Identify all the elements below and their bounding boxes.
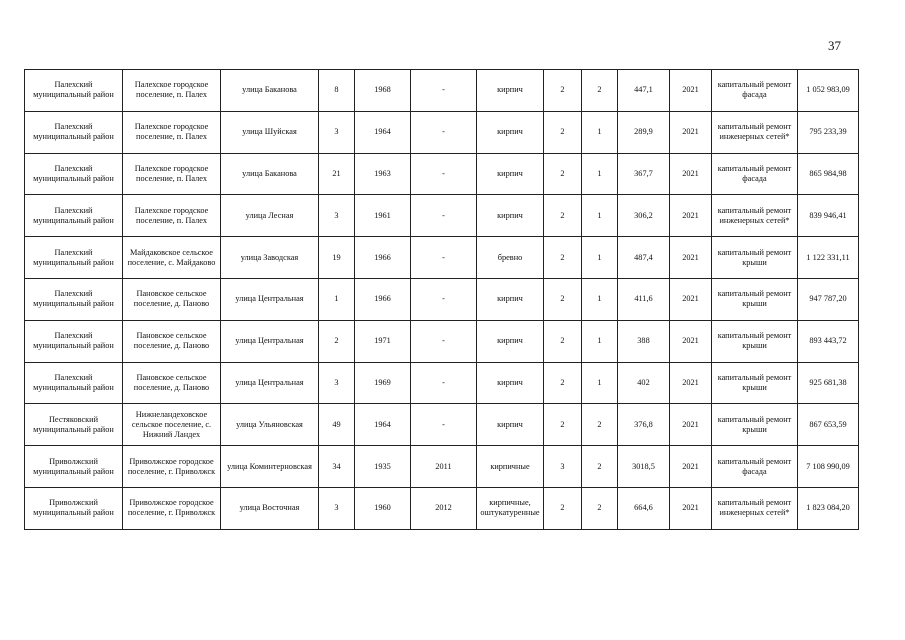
page-number: 37 (828, 38, 841, 53)
cost-cell: 893 443,72 (798, 320, 859, 362)
plan-year-cell: 2021 (670, 446, 712, 488)
work-type-cell: капитальный ремонт фасада (712, 153, 798, 195)
district-cell: Палехский муниципальный район (25, 111, 123, 153)
district-cell: Палехский муниципальный район (25, 362, 123, 404)
district-cell: Приволжский муниципальный район (25, 446, 123, 488)
settlement-cell: Палехское городское поселение, п. Палех (123, 195, 221, 237)
year-built-cell: 1966 (355, 237, 411, 279)
district-cell: Палехский муниципальный район (25, 195, 123, 237)
plan-year-cell: 2021 (670, 487, 712, 529)
last-repair-year-cell: - (411, 111, 477, 153)
settlement-cell: Нижнеландеховское сельское поселение, с. Нижний Ландех (123, 404, 221, 446)
last-repair-year-cell: 2011 (411, 446, 477, 488)
area-cell: 289,9 (618, 111, 670, 153)
wall-material-cell: кирпич (477, 70, 544, 112)
year-built-cell: 1966 (355, 278, 411, 320)
area-cell: 3018,5 (618, 446, 670, 488)
entrances-cell: 1 (582, 195, 618, 237)
last-repair-year-cell: - (411, 362, 477, 404)
year-built-cell: 1971 (355, 320, 411, 362)
plan-year-cell: 2021 (670, 404, 712, 446)
entrances-cell: 2 (582, 487, 618, 529)
work-type-cell: капитальный ремонт крыши (712, 278, 798, 320)
street-cell: улица Баканова (221, 153, 319, 195)
floors-cell: 2 (544, 487, 582, 529)
plan-year-cell: 2021 (670, 153, 712, 195)
year-built-cell: 1935 (355, 446, 411, 488)
floors-cell: 2 (544, 70, 582, 112)
plan-year-cell: 2021 (670, 320, 712, 362)
cost-cell: 839 946,41 (798, 195, 859, 237)
floors-cell: 2 (544, 111, 582, 153)
floors-cell: 2 (544, 237, 582, 279)
area-cell: 411,6 (618, 278, 670, 320)
street-cell: улица Ульяновская (221, 404, 319, 446)
street-cell: улица Баканова (221, 70, 319, 112)
house-number-cell: 3 (319, 111, 355, 153)
street-cell: улица Центральная (221, 362, 319, 404)
year-built-cell: 1964 (355, 404, 411, 446)
work-type-cell: капитальный ремонт фасада (712, 70, 798, 112)
cost-cell: 1 823 084,20 (798, 487, 859, 529)
work-type-cell: капитальный ремонт инженерных сетей* (712, 195, 798, 237)
table-row (25, 237, 859, 279)
settlement-cell: Приволжское городское поселение, г. Приволжск (123, 446, 221, 488)
plan-year-cell: 2021 (670, 237, 712, 279)
house-number-cell: 21 (319, 153, 355, 195)
last-repair-year-cell: - (411, 278, 477, 320)
wall-material-cell: кирпич (477, 153, 544, 195)
house-number-cell: 3 (319, 487, 355, 529)
wall-material-cell: кирпичные (477, 446, 544, 488)
area-cell: 447,1 (618, 70, 670, 112)
house-number-cell: 8 (319, 70, 355, 112)
work-type-cell: капитальный ремонт крыши (712, 237, 798, 279)
table-row (25, 320, 859, 362)
cost-cell: 947 787,20 (798, 278, 859, 320)
wall-material-cell: бревно (477, 237, 544, 279)
last-repair-year-cell: 2012 (411, 487, 477, 529)
settlement-cell: Пановское сельское поселение, д. Паново (123, 320, 221, 362)
district-cell: Приволжский муниципальный район (25, 487, 123, 529)
year-built-cell: 1968 (355, 70, 411, 112)
plan-year-cell: 2021 (670, 111, 712, 153)
year-built-cell: 1960 (355, 487, 411, 529)
year-built-cell: 1963 (355, 153, 411, 195)
settlement-cell: Пановское сельское поселение, д. Паново (123, 362, 221, 404)
cost-cell: 865 984,98 (798, 153, 859, 195)
street-cell: улица Центральная (221, 320, 319, 362)
year-built-cell: 1964 (355, 111, 411, 153)
house-number-cell: 3 (319, 362, 355, 404)
table-row (25, 404, 859, 446)
work-type-cell: капитальный ремонт крыши (712, 404, 798, 446)
district-cell: Палехский муниципальный район (25, 153, 123, 195)
table-row (25, 446, 859, 488)
last-repair-year-cell: - (411, 404, 477, 446)
house-number-cell: 49 (319, 404, 355, 446)
table-row (25, 111, 859, 153)
entrances-cell: 1 (582, 237, 618, 279)
area-cell: 402 (618, 362, 670, 404)
entrances-cell: 1 (582, 278, 618, 320)
district-cell: Пестяковский муниципальный район (25, 404, 123, 446)
street-cell: улица Коминтерновская (221, 446, 319, 488)
wall-material-cell: кирпич (477, 404, 544, 446)
settlement-cell: Майдаковское сельское поселение, с. Майдаково (123, 237, 221, 279)
floors-cell: 2 (544, 362, 582, 404)
wall-material-cell: кирпичные, оштукатуренные (477, 487, 544, 529)
entrances-cell: 2 (582, 70, 618, 112)
floors-cell: 2 (544, 320, 582, 362)
plan-year-cell: 2021 (670, 195, 712, 237)
table-row (25, 70, 859, 112)
floors-cell: 2 (544, 278, 582, 320)
cost-cell: 1 122 331,11 (798, 237, 859, 279)
year-built-cell: 1961 (355, 195, 411, 237)
street-cell: улица Заводская (221, 237, 319, 279)
wall-material-cell: кирпич (477, 195, 544, 237)
cost-cell: 795 233,39 (798, 111, 859, 153)
cost-cell: 925 681,38 (798, 362, 859, 404)
area-cell: 664,6 (618, 487, 670, 529)
floors-cell: 2 (544, 153, 582, 195)
entrances-cell: 1 (582, 111, 618, 153)
street-cell: улица Лесная (221, 195, 319, 237)
settlement-cell: Палехское городское поселение, п. Палех (123, 153, 221, 195)
house-number-cell: 19 (319, 237, 355, 279)
last-repair-year-cell: - (411, 320, 477, 362)
house-number-cell: 2 (319, 320, 355, 362)
wall-material-cell: кирпич (477, 362, 544, 404)
work-type-cell: капитальный ремонт фасада (712, 446, 798, 488)
table-row (25, 153, 859, 195)
settlement-cell: Приволжское городское поселение, г. Приволжск (123, 487, 221, 529)
district-cell: Палехский муниципальный район (25, 70, 123, 112)
housing-repair-table (24, 69, 859, 530)
year-built-cell: 1969 (355, 362, 411, 404)
work-type-cell: капитальный ремонт инженерных сетей* (712, 487, 798, 529)
street-cell: улица Центральная (221, 278, 319, 320)
house-number-cell: 1 (319, 278, 355, 320)
cost-cell: 1 052 983,09 (798, 70, 859, 112)
area-cell: 487,4 (618, 237, 670, 279)
last-repair-year-cell: - (411, 237, 477, 279)
cost-cell: 867 653,59 (798, 404, 859, 446)
entrances-cell: 1 (582, 362, 618, 404)
floors-cell: 2 (544, 404, 582, 446)
house-number-cell: 3 (319, 195, 355, 237)
district-cell: Палехский муниципальный район (25, 237, 123, 279)
street-cell: улица Восточная (221, 487, 319, 529)
entrances-cell: 1 (582, 153, 618, 195)
settlement-cell: Палехское городское поселение, п. Палех (123, 70, 221, 112)
area-cell: 306,2 (618, 195, 670, 237)
last-repair-year-cell: - (411, 70, 477, 112)
last-repair-year-cell: - (411, 153, 477, 195)
floors-cell: 2 (544, 195, 582, 237)
district-cell: Палехский муниципальный район (25, 320, 123, 362)
wall-material-cell: кирпич (477, 111, 544, 153)
table-row (25, 195, 859, 237)
settlement-cell: Пановское сельское поселение, д. Паново (123, 278, 221, 320)
table-row (25, 278, 859, 320)
entrances-cell: 2 (582, 446, 618, 488)
wall-material-cell: кирпич (477, 320, 544, 362)
work-type-cell: капитальный ремонт крыши (712, 362, 798, 404)
plan-year-cell: 2021 (670, 362, 712, 404)
street-cell: улица Шуйская (221, 111, 319, 153)
work-type-cell: капитальный ремонт крыши (712, 320, 798, 362)
wall-material-cell: кирпич (477, 278, 544, 320)
area-cell: 376,8 (618, 404, 670, 446)
table-row (25, 362, 859, 404)
plan-year-cell: 2021 (670, 70, 712, 112)
floors-cell: 3 (544, 446, 582, 488)
work-type-cell: капитальный ремонт инженерных сетей* (712, 111, 798, 153)
district-cell: Палехский муниципальный район (25, 278, 123, 320)
area-cell: 367,7 (618, 153, 670, 195)
plan-year-cell: 2021 (670, 278, 712, 320)
area-cell: 388 (618, 320, 670, 362)
house-number-cell: 34 (319, 446, 355, 488)
entrances-cell: 2 (582, 404, 618, 446)
settlement-cell: Палехское городское поселение, п. Палех (123, 111, 221, 153)
table-row (25, 487, 859, 529)
last-repair-year-cell: - (411, 195, 477, 237)
entrances-cell: 1 (582, 320, 618, 362)
cost-cell: 7 108 990,09 (798, 446, 859, 488)
